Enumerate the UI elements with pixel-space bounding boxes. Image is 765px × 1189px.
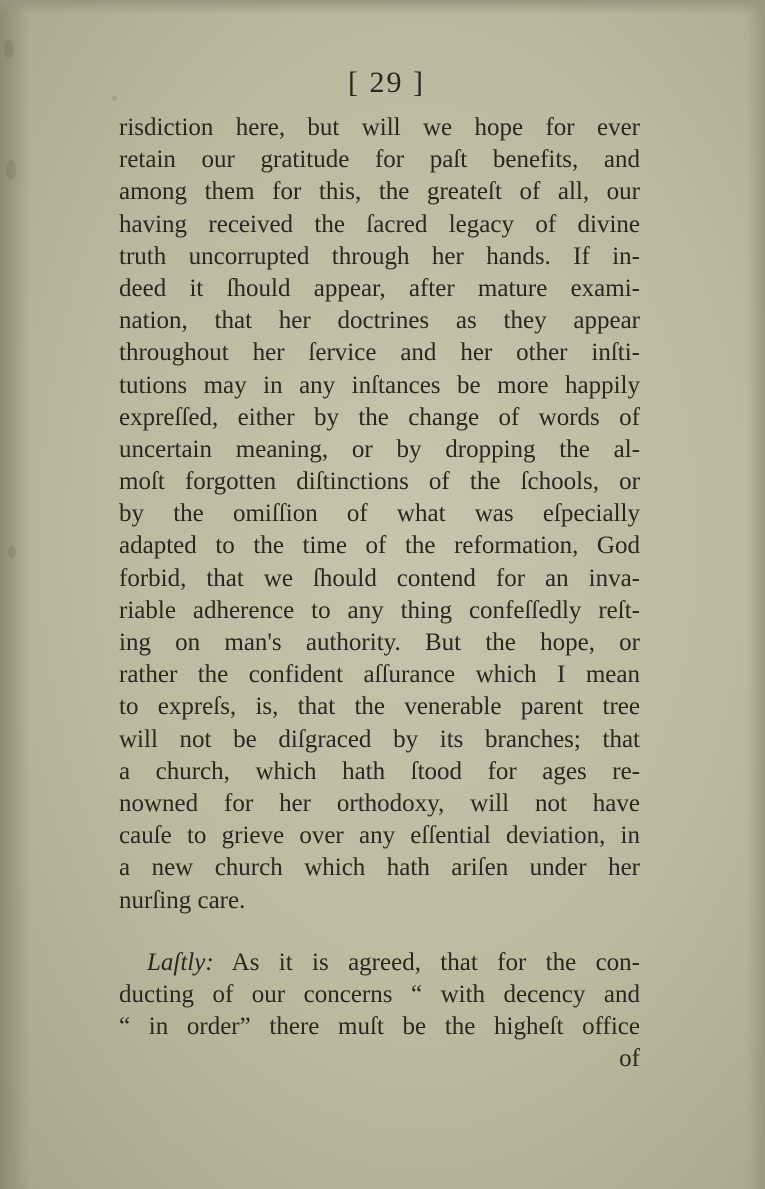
lastly-italic: Laſtly:	[147, 948, 214, 976]
text-line: a church, which hath ſtood for ages re-	[119, 757, 640, 785]
catchword: of	[619, 1045, 640, 1073]
paragraph-2	[119, 947, 640, 1076]
text-line: ducting of our concerns “ with decency and	[119, 980, 640, 1008]
text-line: nation, that her doctrines as they appear	[119, 307, 640, 335]
text-line: Laſtly: As it is agreed, that for the con-	[147, 948, 640, 976]
ink-spot	[4, 40, 14, 58]
text-line: truth uncorrupted through her hands. If in-	[119, 242, 640, 270]
page-edge-shadow-top	[0, 0, 765, 14]
text-line: nowned for her orthodoxy, will not have	[119, 789, 640, 817]
text-line: risdiction here, but will we hope for ever	[119, 114, 640, 141]
text-line: expreſſed, either by the change of words of	[119, 403, 640, 431]
text-line: having received the ſacred legacy of divine	[119, 210, 640, 238]
text-line: ing on man's authority. But the hope, or	[119, 629, 640, 656]
text-line: cauſe to grieve over any eſſential deviation, in	[119, 822, 640, 850]
text-line: tutions may in any inſtances be more happily	[119, 371, 640, 399]
text-line: moſt forgotten diſtinctions of the ſchools, or	[119, 468, 640, 496]
text-line: nurſing care.	[119, 886, 246, 914]
text-line: adapted to the time of the reformation, God	[119, 532, 640, 560]
page-number: [ 29 ]	[348, 66, 425, 99]
text-line: rather the confident aſſurance which I mean	[119, 661, 640, 689]
body-text	[119, 112, 640, 1075]
text-line: by the omiſſion of what was eſpecially	[119, 500, 640, 528]
text-line: deed it ſhould appear, after mature exami-	[119, 274, 640, 302]
text-line: throughout her ſervice and her other inſti-	[119, 339, 640, 367]
text-line: to expreſs, is, that the venerable parent tree	[119, 693, 640, 721]
text-line: riable adherence to any thing confeſſedly reſt-	[119, 596, 640, 624]
text-line: forbid, that we ſhould contend for an inva-	[119, 564, 640, 592]
page-edge-shadow-right	[747, 0, 765, 1189]
ink-spot	[6, 160, 16, 180]
text-line: retain our gratitude for paſt benefits, and	[119, 146, 640, 174]
ink-spot	[8, 545, 16, 559]
text-line: “ in order” there muſt be the higheſt office	[119, 1013, 640, 1041]
paragraph-1	[119, 112, 640, 917]
paragraph-gap	[119, 917, 640, 947]
text-line: uncertain meaning, or by dropping the al-	[119, 435, 640, 463]
text-line: among them for this, the greateſt of all, our	[119, 178, 640, 206]
text-line: will not be diſgraced by its branches; that	[119, 725, 640, 753]
text-line: a new church which hath ariſen under her	[119, 854, 640, 882]
page-edge-shadow-left	[0, 0, 30, 1189]
